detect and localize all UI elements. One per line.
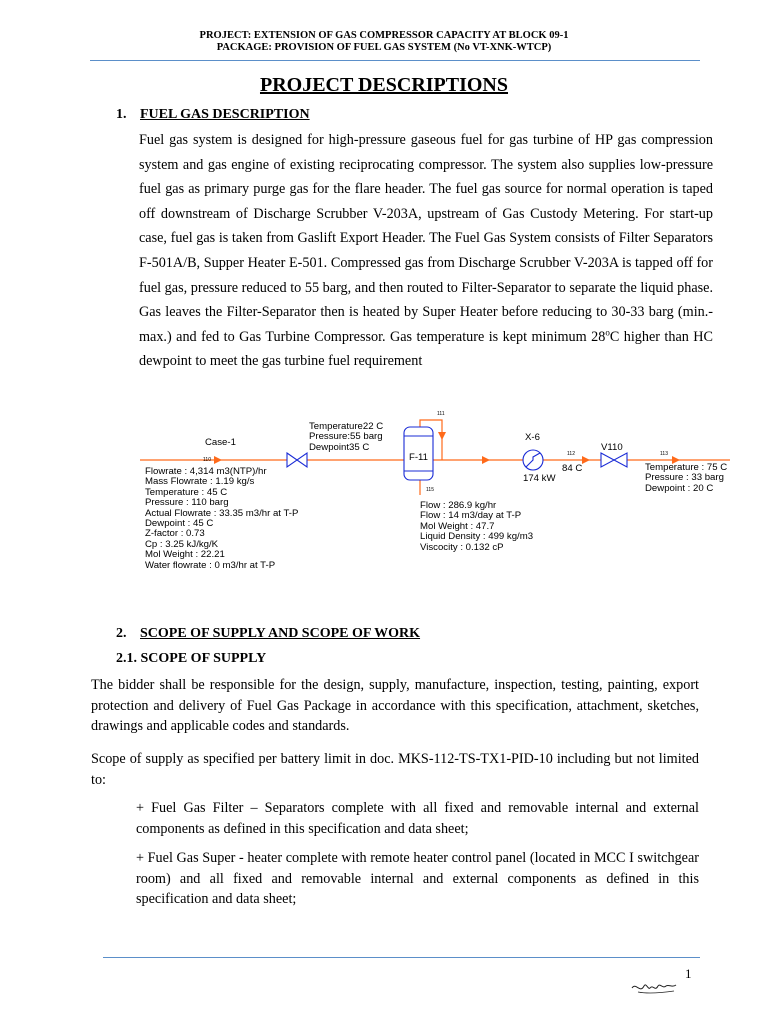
feed-prop: Actual Flowrate : 33.35 m3/hr at T-P xyxy=(145,507,299,519)
feed-prop: Z-factor : 0.73 xyxy=(145,528,205,540)
stream-113-label: 113 xyxy=(660,451,668,457)
header-line-2: PACKAGE: PROVISION OF FUEL GAS SYSTEM (No VT-XNK-WTCP) xyxy=(216,42,552,53)
inlet-conditions xyxy=(309,422,383,453)
section-1-text-main: Fuel gas system is designed for high-pressure gaseous fuel for gas turbine of HP gas compression system and gas engine of existing reciprocating compressor. The system also supplies low-pressure fuel gas as primary purge gas for the flare header. The fuel gas source for normal operation is taped off downstream of Discharge Scrubber V-203A, upstream of Gas Custody Metering. For start-up case, fuel gas is taken from Gaslift Export Header. The Fuel Gas System consists of Filter Separators F-501A/B, Supper Heater E-501. Compressed gas from Discharge Scrubber V-203A is tapped off for fuel gas, pressure reduced to 55 barg, and then routed to Filter-Separator to separate the liquid phase. Gas leaves the Filter-Separator then is heated by Super Heater before reducing to 30-33 barg (min.-max.) and fed to Gas Turbine Compressor. Gas temperature is kept minimum 28 xyxy=(139,132,713,345)
case-label: Case-1 xyxy=(205,437,236,448)
feed-prop: Cp : 3.25 kJ/kg/K xyxy=(145,538,219,550)
heater-duty: 174 kW xyxy=(523,473,556,484)
arrow-112 xyxy=(582,456,590,464)
section-2-1-title: SCOPE OF SUPPLY xyxy=(140,651,267,666)
header-line-1: PROJECT: EXTENSION OF GAS COMPRESSOR CAPACITY AT BLOCK 09-1 xyxy=(199,30,569,41)
outlet-prop: Dewpoint : 20 C xyxy=(645,482,714,494)
section-2-1-number: 2.1. xyxy=(116,651,137,666)
section-2-1-heading xyxy=(116,651,266,667)
feed-prop: Temperature : 45 C xyxy=(145,486,228,498)
arrow-110 xyxy=(214,456,222,464)
degree-sup: o xyxy=(605,327,610,338)
footer-rule xyxy=(103,957,700,958)
section-2-heading xyxy=(116,626,420,642)
outlet-properties xyxy=(645,463,727,494)
arrow-111 xyxy=(438,432,446,440)
section-2-number: 2. xyxy=(116,626,127,641)
scope-paragraph-2: Scope of supply as specified per battery limit in doc. MKS-112-TS-TX1-PID-10 including but not limited to: xyxy=(91,751,699,788)
page-number: 1 xyxy=(685,966,692,981)
stream-115-label: 115 xyxy=(426,487,434,493)
signature-icon xyxy=(630,976,680,998)
arrow-to-heater xyxy=(482,456,490,464)
section-2-title: SCOPE OF SUPPLY AND SCOPE OF WORK xyxy=(140,626,421,641)
liquid-prop: Liquid Density : 499 kg/m3 xyxy=(420,531,534,543)
liquid-prop: Viscocity : 0.132 cP xyxy=(420,541,504,553)
heater-outlet-temp: 84 C xyxy=(562,463,583,474)
section-1-text-tail: C higher than HC dewpoint to meet the gas turbine fuel requirement xyxy=(139,328,713,370)
heater-label: X-6 xyxy=(525,432,540,443)
outlet-prop: Pressure : 33 barg xyxy=(645,472,724,484)
valve-v110-label: V110 xyxy=(601,442,623,453)
stream-111-label: 111 xyxy=(437,411,445,417)
feed-properties xyxy=(145,467,298,571)
stream-110-label: 110 xyxy=(203,457,211,463)
inlet-temperature: Temperature22 C xyxy=(309,421,384,432)
page-title: PROJECT DESCRIPTIONS xyxy=(259,74,509,96)
outlet-prop: Temperature : 75 C xyxy=(645,462,728,473)
feed-prop: Flowrate : 4,314 m3(NTP)/hr xyxy=(145,466,267,477)
feed-prop: Water flowrate : 0 m3/hr at T-P xyxy=(145,559,276,571)
feed-prop: Mass Flowrate : 1.19 kg/s xyxy=(145,476,255,488)
liquid-prop: Flow : 286.9 kg/hr xyxy=(420,500,497,511)
section-1-number: 1. xyxy=(116,107,127,122)
feed-prop: Mol Weight : 22.21 xyxy=(145,549,225,561)
feed-prop: Dewpoint : 45 C xyxy=(145,518,214,530)
liquid-prop: Mol Weight : 47.7 xyxy=(420,520,495,532)
valve-1-icon xyxy=(287,453,307,467)
liquid-properties xyxy=(420,501,533,553)
valve-v110-icon xyxy=(601,453,627,467)
inlet-pressure: Pressure:55 barg xyxy=(309,431,383,443)
scope-paragraph-1: The bidder shall be responsible for the design, supply, manufacture, inspection, testing, painting, export protection and delivery of Fuel Gas Package in accordance with this specification, attachment, sketches, drawings and applicable codes and standards. xyxy=(91,677,699,734)
section-1-title: FUEL GAS DESCRIPTION xyxy=(140,107,310,122)
liquid-prop: Flow : 14 m3/day at T-P xyxy=(420,510,522,522)
separator-label: F-11 xyxy=(409,452,429,463)
feed-prop: Pressure : 110 barg xyxy=(145,497,229,509)
scope-item-filter: + Fuel Gas Filter – Separators complete with all fixed and removable internal and external components as defined in this specification and data sheet; xyxy=(136,800,699,837)
stream-112-label: 112 xyxy=(567,451,575,457)
inlet-dewpoint: Dewpoint35 C xyxy=(309,441,370,453)
scope-item-heater: + Fuel Gas Super - heater complete with remote heater control panel (located in MCC I switchgear room) and all fixed and removable internal and external components as defined in this specification and data sheet; xyxy=(136,850,699,907)
